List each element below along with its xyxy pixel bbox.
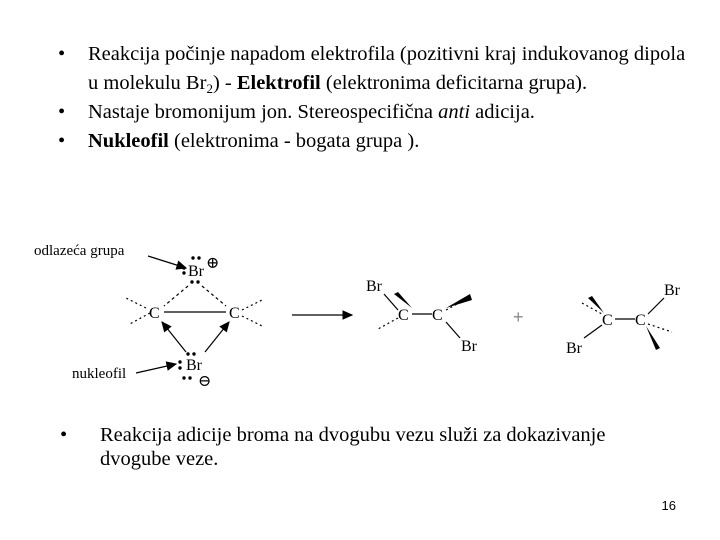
bullet-marker: • xyxy=(58,101,66,123)
attack-arrow-left xyxy=(162,322,186,352)
italic-term: anti xyxy=(438,101,471,123)
nucleophile-label: nukleofil xyxy=(72,366,127,382)
plus-sign: + xyxy=(513,307,524,327)
product2-c-right: C xyxy=(635,312,646,329)
bullet-marker: • xyxy=(60,424,68,446)
leaving-group-label: odlazeća grupa xyxy=(34,243,125,259)
bold-term: Nukleofil xyxy=(88,130,169,152)
product1-c-right: C xyxy=(432,307,443,324)
atom-br-bottom: Br xyxy=(186,357,202,374)
product1-bond-br xyxy=(384,294,398,310)
negative-charge: ⊖ xyxy=(198,373,212,390)
bullet-marker: • xyxy=(58,43,66,65)
bottom-bullet xyxy=(60,423,680,471)
product1-br-bottom: Br xyxy=(461,338,477,355)
bullet-text: ) - xyxy=(212,72,237,94)
product2-br-top: Br xyxy=(664,282,680,299)
leaving-group-arrow xyxy=(148,256,186,268)
positive-charge: ⊕ xyxy=(206,255,220,272)
bullet-item-nucleophile xyxy=(56,127,696,156)
reaction-diagram xyxy=(0,228,720,398)
product1-c-left: C xyxy=(398,307,409,324)
bold-term: Elektrofil xyxy=(236,72,321,94)
bridge-bond-left xyxy=(164,286,188,306)
bridge-bond-right xyxy=(202,286,226,306)
atom-c-left: C xyxy=(149,305,160,322)
bullet-text: (elektronima - bogata grupa ). xyxy=(168,130,420,152)
bullet-item-electrophile xyxy=(56,40,696,98)
bullet-list xyxy=(56,40,696,156)
subscript: 2 xyxy=(206,81,213,96)
product2-c-left: C xyxy=(602,312,613,329)
bullet-text: adicija. xyxy=(470,101,535,123)
bullet-text: Reakcija počinje napadom elektrofila (pozitivni kraj indukovanog dipola u molekulu Br xyxy=(88,43,686,94)
product2-br-bottom: Br xyxy=(566,340,582,357)
bottom-bullet-text: Reakcija adicije broma na dvogubu vezu služi za dokazivanje dvogube veze. xyxy=(100,424,606,470)
atom-br-top: Br xyxy=(188,263,204,280)
product1-br-top: Br xyxy=(366,278,382,295)
attack-arrow-right xyxy=(205,322,229,352)
atom-c-right: C xyxy=(229,305,240,322)
nucleophile-arrow xyxy=(136,364,176,373)
bullet-text: Nastaje bromonijum jon. Stereospecifična xyxy=(88,101,439,123)
bullet-text: (elektronima deficitarna grupa). xyxy=(320,72,588,94)
page-number: 16 xyxy=(661,498,676,513)
bullet-marker: • xyxy=(58,130,66,152)
bullet-item-bromonium xyxy=(56,98,696,127)
